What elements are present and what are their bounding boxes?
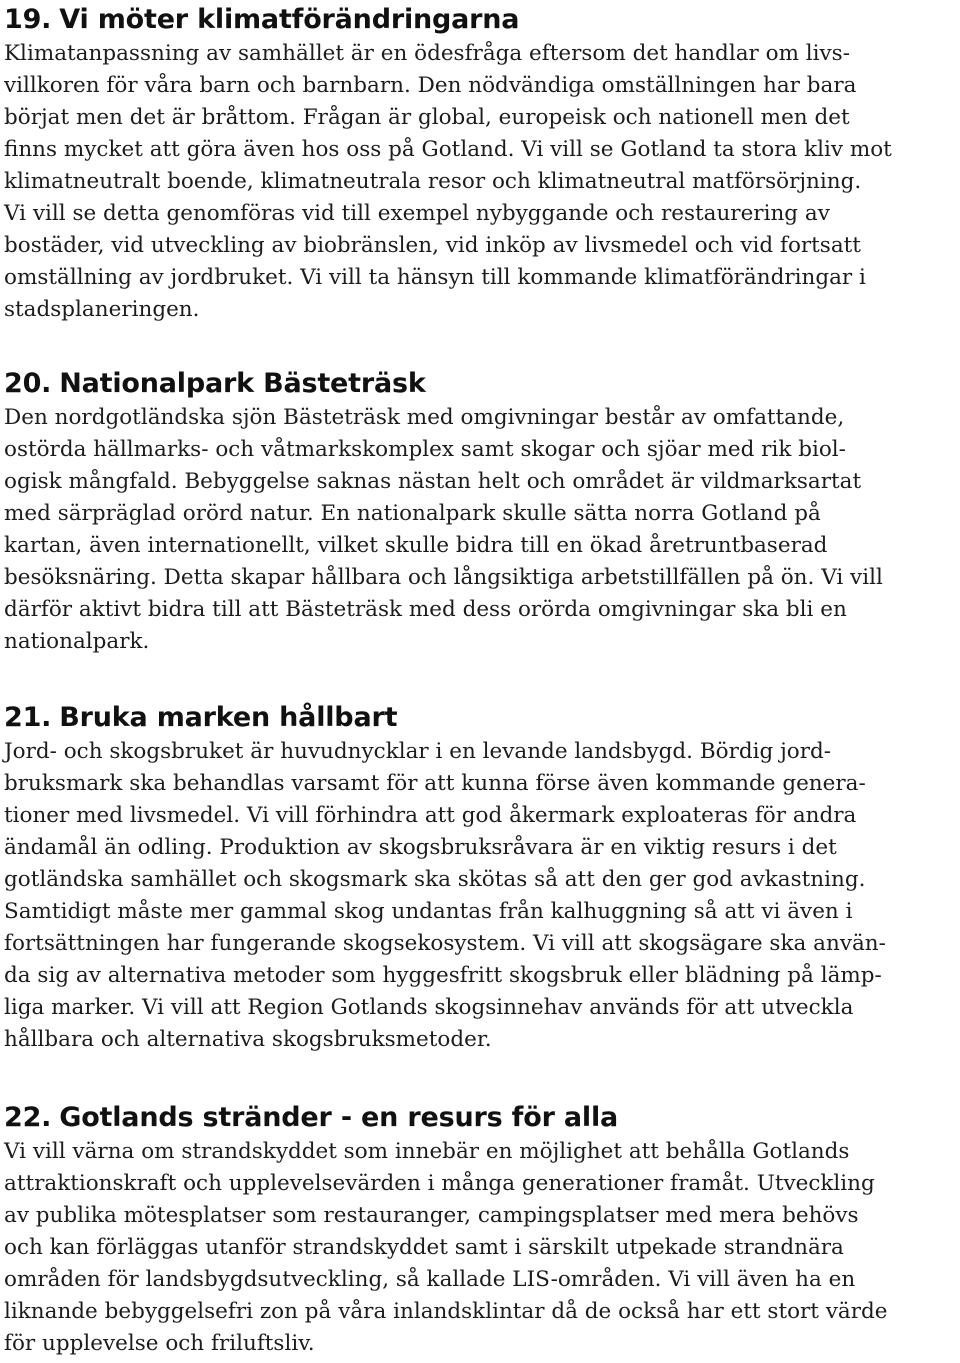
body-line: liknande bebyggelsefri zon på våra inlandsklintar då de också har ett stort värde bbox=[4, 1299, 888, 1324]
section-title: Bruka marken hållbart bbox=[59, 702, 398, 733]
body-line: finns mycket att göra även hos oss på Gotland. Vi vill se Gotland ta stora kliv mot bbox=[4, 137, 892, 162]
section-number: 19. bbox=[4, 4, 52, 35]
section-20 bbox=[4, 366, 954, 658]
body-line: villkoren för våra barn och barnbarn. Den nödvändiga omställningen har bara bbox=[4, 73, 857, 98]
section-body bbox=[4, 1136, 954, 1360]
body-line: Samtidigt måste mer gammal skog undantas från kalhuggning så att vi även i bbox=[4, 899, 853, 924]
body-line: bruksmark ska behandlas varsamt för att kunna förse även kommande genera- bbox=[4, 771, 866, 796]
body-line: och kan förläggas utanför strandskyddet samt i särskilt utpekade strandnära bbox=[4, 1235, 844, 1260]
body-line: ogisk mångfald. Bebyggelse saknas nästan helt och området är vildmarksartat bbox=[4, 469, 862, 494]
section-21 bbox=[4, 700, 954, 1056]
section-title: Gotlands stränder - en resurs för alla bbox=[59, 1102, 619, 1133]
body-line: Vi vill se detta genomföras vid till exempel nybyggande och restaurering av bbox=[4, 201, 830, 226]
section-number: 21. bbox=[4, 702, 52, 733]
section-heading bbox=[4, 1100, 954, 1136]
section-body bbox=[4, 402, 954, 658]
body-line: hållbara och alternativa skogsbruksmetoder. bbox=[4, 1027, 492, 1052]
body-line: liga marker. Vi vill att Region Gotlands skogsinnehav används för att utveckla bbox=[4, 995, 854, 1020]
body-line: stadsplaneringen. bbox=[4, 297, 200, 322]
body-line: Jord- och skogsbruket är huvudnycklar i en levande landsbygd. Bördig jord- bbox=[4, 739, 831, 764]
body-line: med särpräglad orörd natur. En nationalpark skulle sätta norra Gotland på bbox=[4, 501, 821, 526]
body-line: fortsättningen har fungerande skogsekosystem. Vi vill att skogsägare ska använ- bbox=[4, 931, 886, 956]
body-line: för upplevelse och friluftsliv. bbox=[4, 1331, 315, 1356]
section-body bbox=[4, 38, 954, 326]
body-line: attraktionskraft och upplevelsevärden i många generationer framåt. Utveckling bbox=[4, 1171, 875, 1196]
body-line: tioner med livsmedel. Vi vill förhindra att god åkermark exploateras för andra bbox=[4, 803, 857, 828]
body-line: omställning av jordbruket. Vi vill ta hänsyn till kommande klimatförändringar i bbox=[4, 265, 866, 290]
body-line: nationalpark. bbox=[4, 629, 150, 654]
body-line: gotländska samhället och skogsmark ska skötas så att den ger god avkastning. bbox=[4, 867, 866, 892]
section-heading bbox=[4, 366, 954, 402]
body-line: börjat men det är bråttom. Frågan är global, europeisk och nationell men det bbox=[4, 105, 850, 130]
body-line: av publika mötesplatser som restauranger, campingsplatser med mera behövs bbox=[4, 1203, 859, 1228]
body-line: besöksnäring. Detta skapar hållbara och långsiktiga arbetstillfällen på ön. Vi vill bbox=[4, 565, 883, 590]
section-22 bbox=[4, 1100, 954, 1360]
section-body bbox=[4, 736, 954, 1056]
section-number: 20. bbox=[4, 368, 52, 399]
section-heading bbox=[4, 700, 954, 736]
section-19 bbox=[4, 2, 954, 326]
body-line: klimatneutralt boende, klimatneutrala resor och klimatneutral matförsörjning. bbox=[4, 169, 862, 194]
body-line: områden för landsbygdsutveckling, så kallade LIS-områden. Vi vill även ha en bbox=[4, 1267, 856, 1292]
body-line: ändamål än odling. Produktion av skogsbruksråvara är en viktig resurs i det bbox=[4, 835, 837, 860]
section-title: Vi möter klimatförändringarna bbox=[59, 4, 520, 35]
body-line: Klimatanpassning av samhället är en ödesfråga eftersom det handlar om livs- bbox=[4, 41, 850, 66]
section-heading bbox=[4, 2, 954, 38]
section-title: Nationalpark Bästeträsk bbox=[59, 368, 426, 399]
body-line: ostörda hällmarks- och våtmarkskomplex samt skogar och sjöar med rik biol- bbox=[4, 437, 846, 462]
body-line: da sig av alternativa metoder som hyggesfritt skogsbruk eller blädning på lämp- bbox=[4, 963, 882, 988]
body-line: därför aktivt bidra till att Bästeträsk med dess orörda omgivningar ska bli en bbox=[4, 597, 847, 622]
body-line: Den nordgotländska sjön Bästeträsk med omgivningar består av omfattande, bbox=[4, 405, 845, 430]
section-number: 22. bbox=[4, 1102, 52, 1133]
body-line: bostäder, vid utveckling av biobränslen, vid inköp av livsmedel och vid fortsatt bbox=[4, 233, 861, 258]
body-line: kartan, även internationellt, vilket skulle bidra till en ökad åretruntbaserad bbox=[4, 533, 828, 558]
body-line: Vi vill värna om strandskyddet som innebär en möjlighet att behålla Gotlands bbox=[4, 1139, 850, 1164]
